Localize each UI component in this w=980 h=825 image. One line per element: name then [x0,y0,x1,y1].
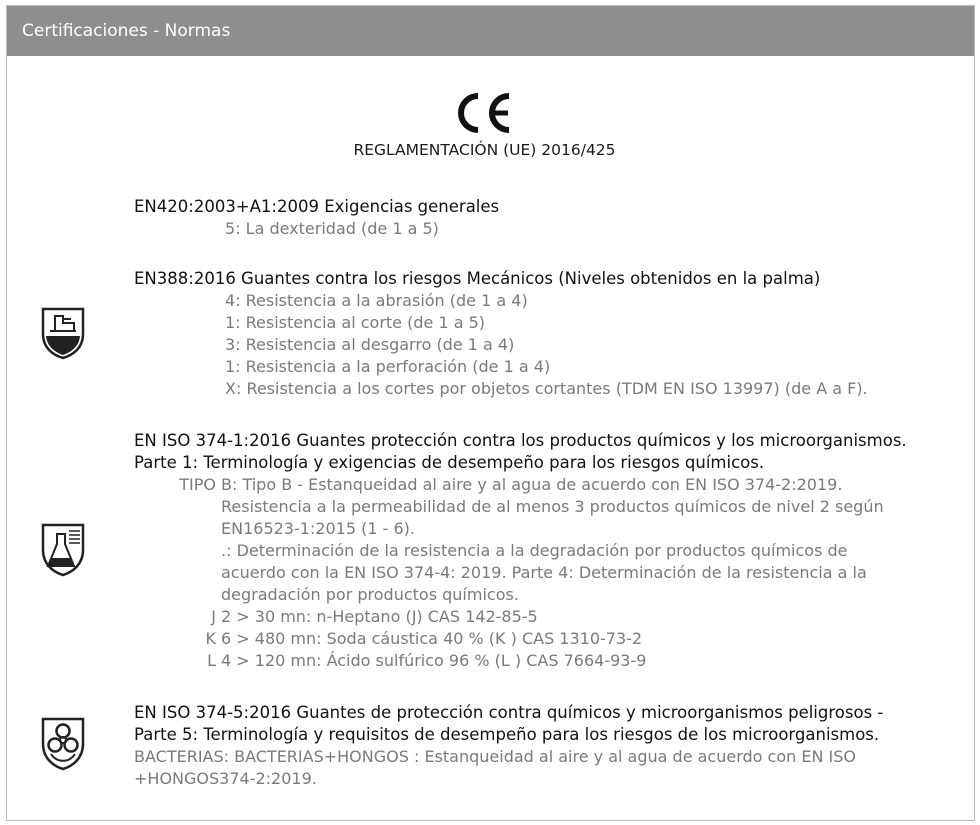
en388-puncture: 1: Resistencia a la perforación (de 1 a 4) [225,357,551,376]
chemical-flask-shield-icon [40,522,86,577]
en374-1-row: .: Determinación de la resistencia a la degradación por productos químicos de [221,541,848,560]
en388-cut: 1: Resistencia al corte (de 1 a 5) [225,313,486,332]
en374-1-row: Resistencia a la permeabilidad de al menos 3 productos químicos de nivel 2 según [221,497,884,516]
en388-title: EN388:2016 Guantes contra los riesgos Mecánicos (Niveles obtenidos en la palma) [134,269,821,288]
en374-5-title: EN ISO 374-5:2016 Guantes de protección contra químicos y microorganismos peligrosos - [134,703,884,722]
regulation-title: REGLAMENTACIÓN (UE) 2016/425 [353,141,616,159]
en374-1-row: acuerdo con la EN ISO 374-4: 2019. Parte 4: Determinación de la resistencia a la [221,563,867,582]
ce-mark-icon [454,92,512,134]
en374-1-row: EN16523-1:2015 (1 - 6). [221,519,415,538]
en374-5-line: +HONGOS374-2:2019. [134,769,317,788]
en388-abrasion: 4: Resistencia a la abrasión (de 1 a 4) [225,291,528,310]
en374-1-row: K 6 > 480 mn: Soda cáustica 40 % (K ) CAS 1310-73-2 [205,629,643,648]
en388-tdm: X: Resistencia a los cortes por objetos cortantes (TDM EN ISO 13997) (de A a F). [225,379,868,398]
section-en388 [134,268,964,400]
mechanical-risk-shield-icon [40,306,86,360]
en374-5-subtitle: Parte 5: Terminología y requisitos de desempeño para los riesgos de los microorganismos. [134,725,880,744]
en374-1-subtitle: Parte 1: Terminología y exigencias de desempeño para los riesgos químicos. [134,453,765,472]
section-en420 [134,196,964,240]
section-en374-1 [134,430,964,672]
panel-header [7,6,974,56]
en374-1-title: EN ISO 374-1:2016 Guantes protección contra los productos químicos y los microorganismos. [134,431,907,450]
en374-1-row: L 4 > 120 mn: Ácido sulfúrico 96 % (L ) CAS 7664-93-9 [207,651,647,670]
en388-tear: 3: Resistencia al desgarro (de 1 a 4) [225,335,515,354]
en420-line: 5: La dexteridad (de 1 a 5) [225,219,439,238]
biohazard-shield-icon [40,716,86,771]
panel-title: Certificaciones - Normas [22,21,231,41]
en374-1-row: TIPO B: Tipo B - Estanqueidad al aire y al agua de acuerdo con EN ISO 374-2:2019. [179,475,843,494]
en374-1-row: J 2 > 30 mn: n-Heptano (J) CAS 142-85-5 [211,607,538,626]
en420-title: EN420:2003+A1:2009 Exigencias generales [134,197,500,216]
en374-5-line: BACTERIAS: BACTERIAS+HONGOS : Estanqueidad al aire y al agua de acuerdo con EN ISO [134,747,856,766]
en374-1-row: degradación por productos químicos. [221,585,519,604]
section-en374-5 [134,702,964,790]
